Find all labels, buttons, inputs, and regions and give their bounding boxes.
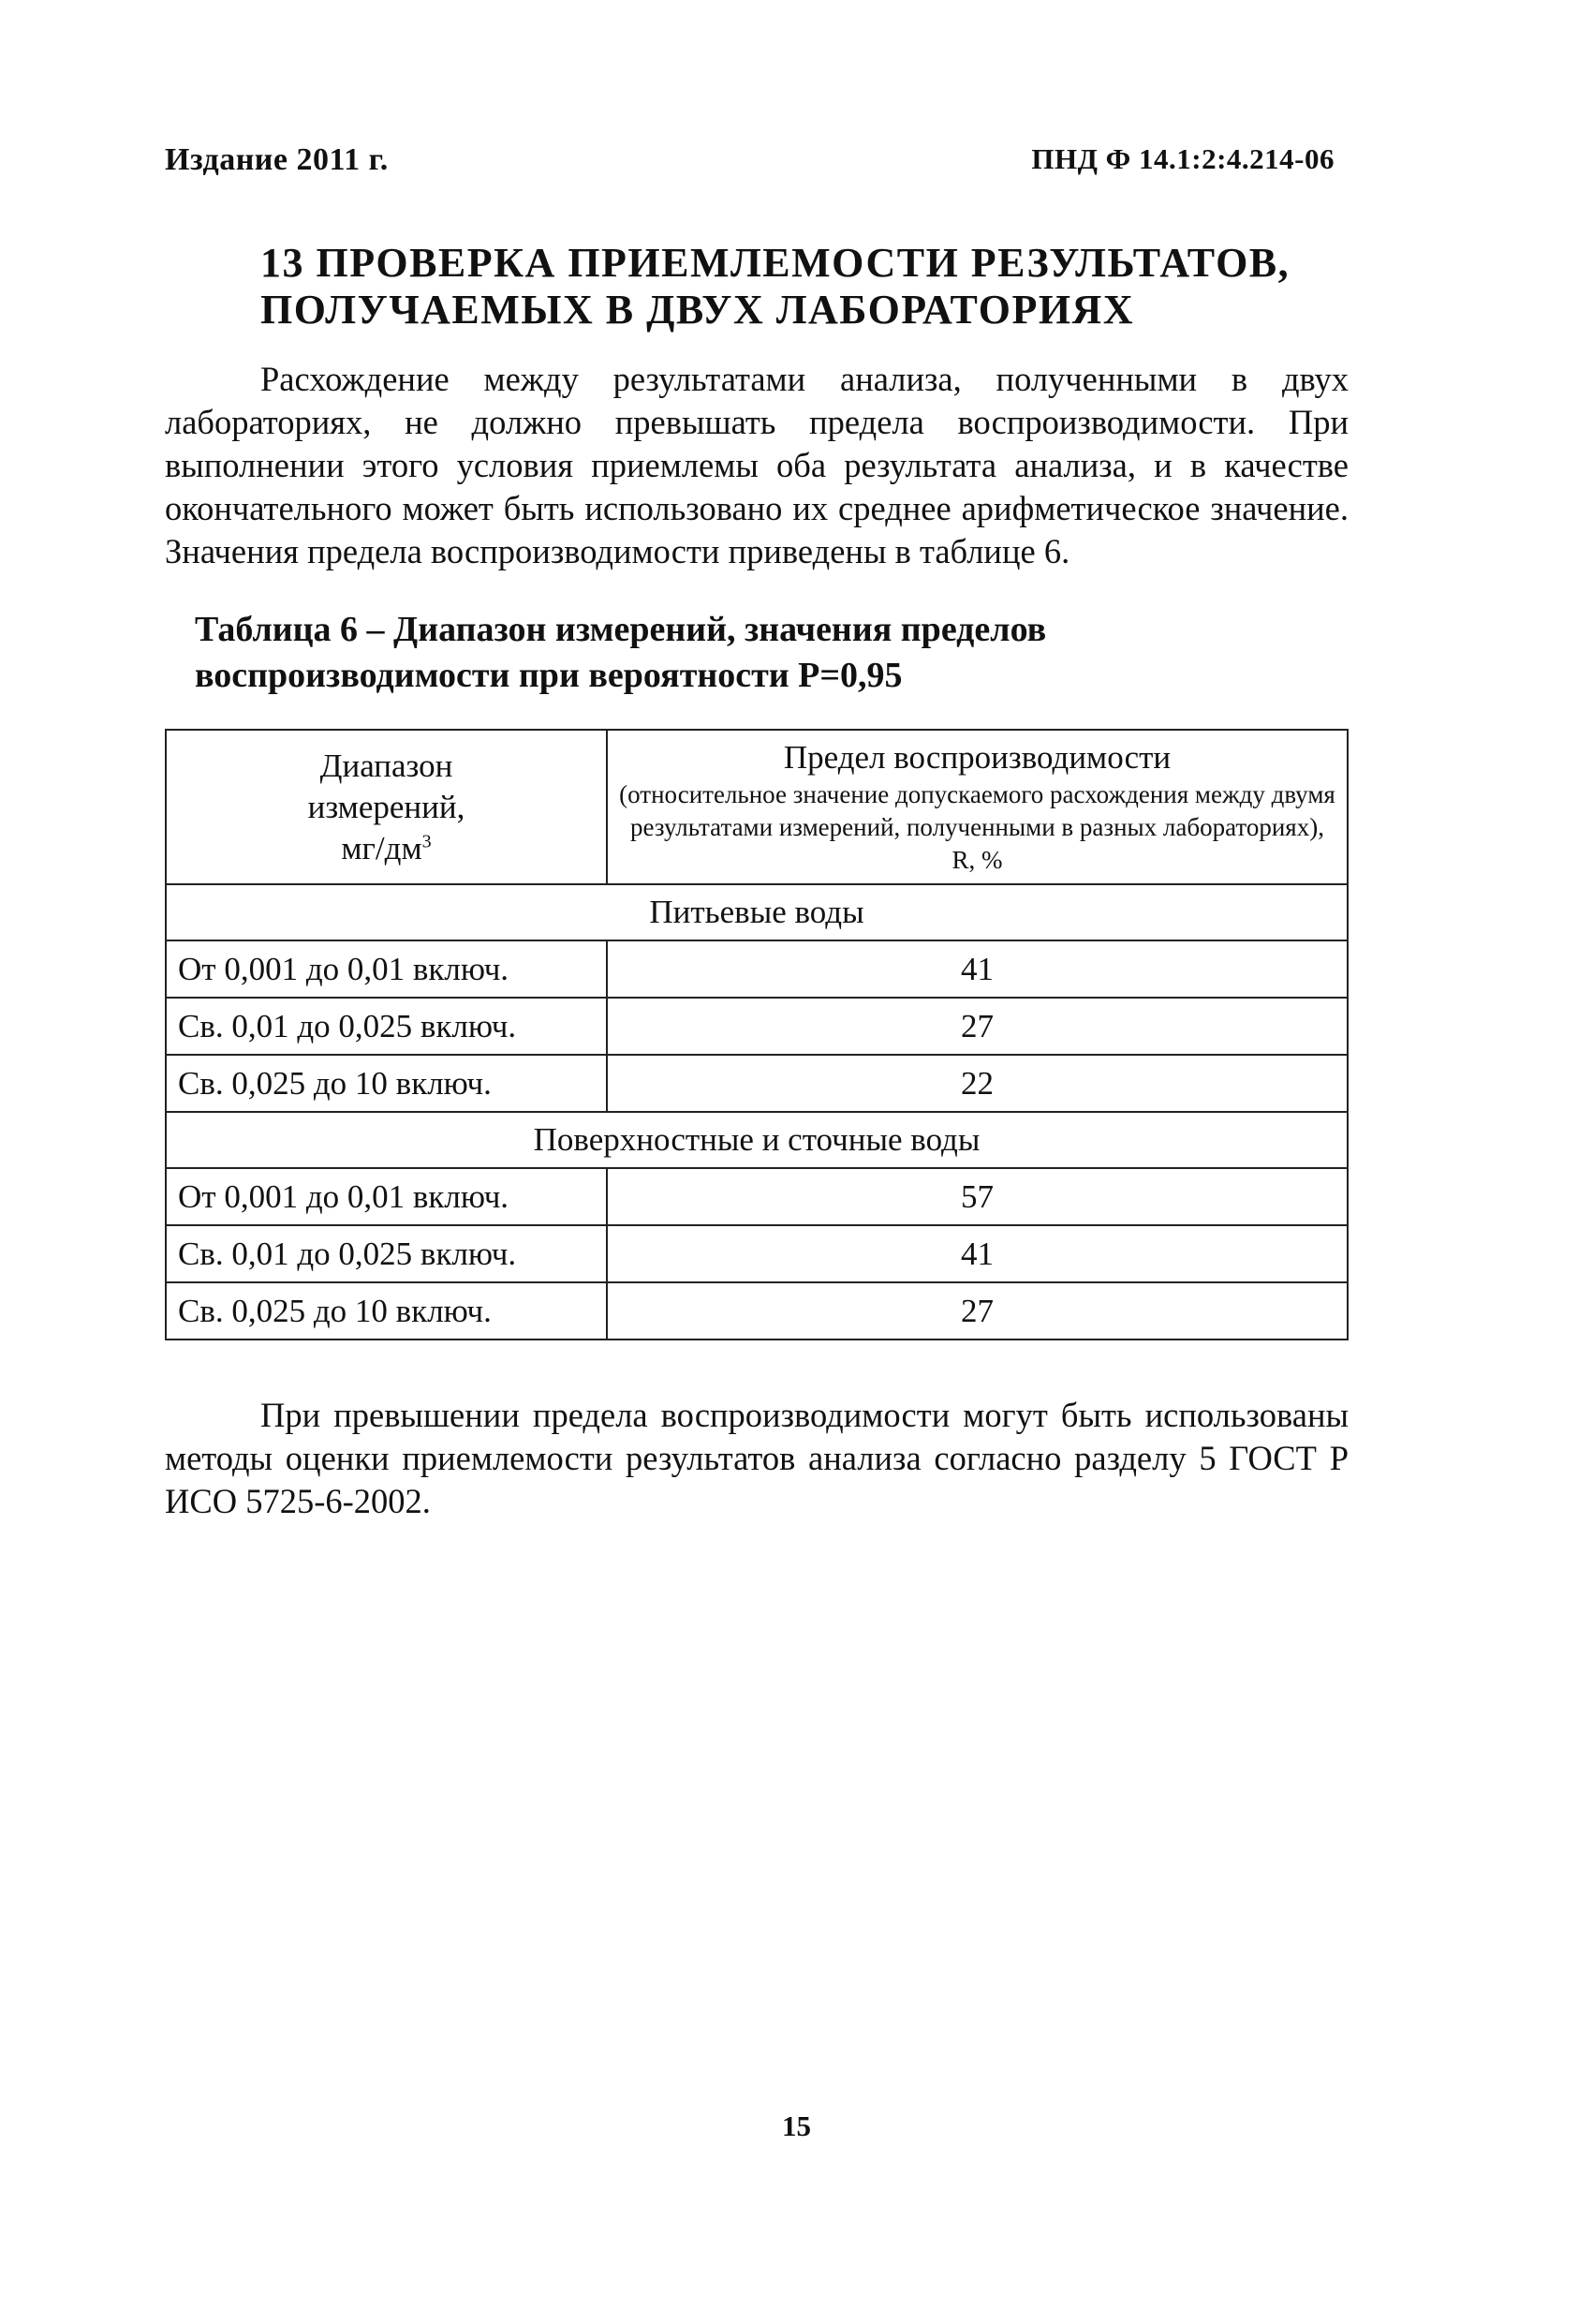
group-label: Поверхностные и сточные воды <box>166 1112 1348 1168</box>
range-header-unit: мг/дм <box>341 829 422 866</box>
limit-value-cell: 22 <box>607 1055 1348 1112</box>
page-number: 15 <box>782 2109 811 2142</box>
limit-header-main: Предел воспроизводимости <box>783 739 1172 776</box>
range-cell: Св. 0,025 до 10 включ. <box>166 1282 607 1340</box>
range-column-header <box>166 730 607 884</box>
range-header-line-2: измерений, <box>307 788 465 825</box>
edition-label: Издание 2011 г. <box>165 142 389 177</box>
limit-header-description: (относительное значение допускаемого расхождения между двумя результатами измерений, полученными в разных лабораториях), R, % <box>619 780 1335 874</box>
section-title <box>260 240 1337 333</box>
range-cell: Св. 0,01 до 0,025 включ. <box>166 1225 607 1282</box>
limit-value-cell: 27 <box>607 1282 1348 1340</box>
reproducibility-table <box>165 729 1349 1340</box>
range-cell: Св. 0,025 до 10 включ. <box>166 1055 607 1112</box>
group-row-surface-waste-water <box>166 1112 1348 1168</box>
table-row <box>166 1282 1348 1340</box>
table-row <box>166 1168 1348 1225</box>
group-label: Питьевые воды <box>166 884 1348 940</box>
closing-paragraph: При превышении предела воспроизводимости могут быть использованы методы оценки приемлемости результатов анализа согласно разделу 5 ГОСТ Р ИСО 5725-6-2002. <box>165 1396 1349 1520</box>
limit-value-cell: 41 <box>607 1225 1348 1282</box>
section-paragraph: Расхождение между результатами анализа, полученными в двух лабораториях, не должно превышать предела воспроизводимости. При выполнении этого условия приемлемы оба результата анализа, и в качестве окончательного может быть использовано их среднее арифметическое значение. Значения предела воспроизводимости приведены в таблице 6. <box>165 360 1349 570</box>
section-title-line-1: 13 ПРОВЕРКА ПРИЕМЛЕМОСТИ РЕЗУЛЬТАТОВ, <box>260 240 1291 286</box>
limit-column-header <box>607 730 1348 884</box>
limit-value-cell: 27 <box>607 998 1348 1055</box>
document-code: ПНД Ф 14.1:2:4.214-06 <box>1031 142 1335 175</box>
table-caption-line-1: Таблица 6 – Диапазон измерений, значения пределов <box>195 610 1047 649</box>
limit-value-cell: 57 <box>607 1168 1348 1225</box>
section-title-line-2: ПОЛУЧАЕМЫХ В ДВУХ ЛАБОРАТОРИЯХ <box>260 287 1135 333</box>
range-header-line-1: Диапазон <box>319 747 453 784</box>
unit-exponent: 3 <box>421 830 432 851</box>
table-caption-line-2: воспроизводимости при вероятности Р=0,95 <box>195 656 903 695</box>
table-row <box>166 1225 1348 1282</box>
range-cell: От 0,001 до 0,01 включ. <box>166 940 607 998</box>
range-cell: От 0,001 до 0,01 включ. <box>166 1168 607 1225</box>
limit-value-cell: 41 <box>607 940 1348 998</box>
table-row <box>166 998 1348 1055</box>
table-header-row <box>166 730 1348 884</box>
table-caption <box>195 607 1272 699</box>
table-row <box>166 940 1348 998</box>
group-row-drinking-water <box>166 884 1348 940</box>
range-cell: Св. 0,01 до 0,025 включ. <box>166 998 607 1055</box>
table-row <box>166 1055 1348 1112</box>
